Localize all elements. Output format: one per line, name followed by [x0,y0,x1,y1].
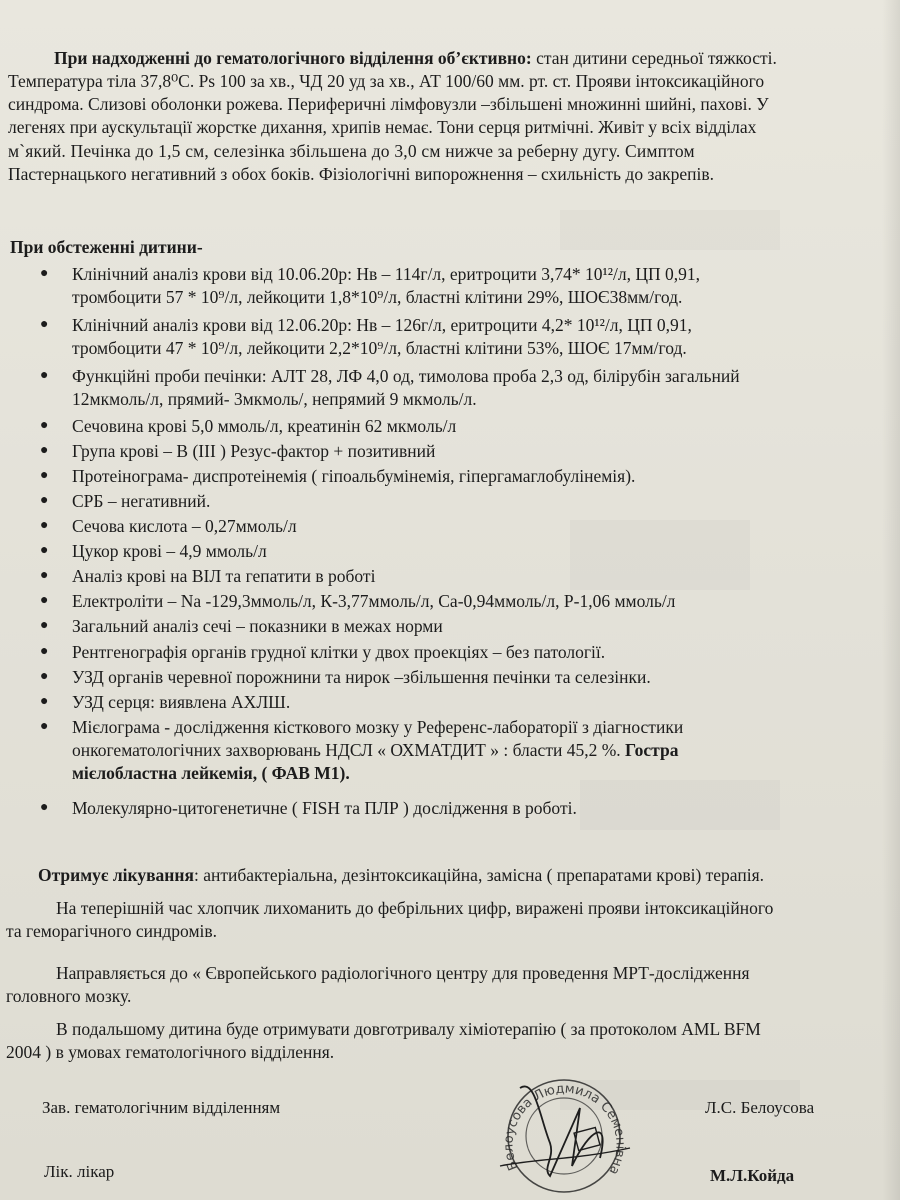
stamp-icon [480,1048,650,1200]
admission-line-6: Пастернацького негативний з обох боків. Фізіологічні випорожнення – схильність до закрепів. [8,164,715,184]
exam-line: Загальний аналіз сечі – показники в межах норми [72,616,443,636]
bullet-icon: ● [40,719,49,734]
treatment-p1b: та геморагічного синдромів. [6,921,218,941]
bullet-icon: ● [40,568,49,583]
exam-line: Сечова кислота – 0,27ммоль/л [72,516,297,536]
admission-lead: При надходженні до гематологічного відділення об’єктивно: [54,48,532,68]
doctor-label: Лік. лікар [44,1162,115,1181]
bullet-icon: ● [40,443,49,458]
bullet-icon: ● [40,694,49,709]
exam-line: Сечовина крові 5,0 ммоль/л, креатинін 62 мкмоль/л [72,416,457,436]
admission-line-5: м`який. Печінка до 1,5 см, селезінка збільшена до 3,0 см нижче за реберну дугу. Симптом [8,141,695,161]
doctor-name: М.Л.Койда [710,1166,795,1185]
exam-line: Рентгенографія органів грудної клітки у двох проекціях – без патології. [72,642,606,662]
admission-line-3: синдрома. Слизові оболонки рожева. Периферичні лімфовузли –збільшені множинні шийні, пахові. У [8,94,769,114]
treatment-line: Отримує лікування: антибактеріальна, дезінтоксикаційна, замісна ( препаратами крові) терапія. [38,865,764,885]
admission-line-2: Температура тіла 37,8⁰С. Ps 100 за хв., ЧД 20 уд за хв., АТ 100/60 мм. рт. ст. Прояви інтоксикаційного [8,71,765,91]
head-of-department-name: Л.С. Белоусова [705,1098,815,1117]
treatment-p3b: 2004 ) в умовах гематологічного відділення. [6,1042,335,1062]
exam-line: Функційні проби печінки: АЛТ 28, ЛФ 4,0 од, тимолова проба 2,3 од, білірубін загальний [72,366,740,386]
exam-line: Група крові – В (ІІІ ) Резус-фактор + позитивний [72,441,436,461]
bullet-icon: ● [40,618,49,633]
bullet-icon: ● [40,800,49,815]
exam-line: Електроліти – Na -129,3ммоль/л, К-3,77ммоль/л, Са-0,94ммоль/л, Р-1,06 ммоль/л [72,591,676,611]
admission-line-1: При надходженні до гематологічного відділення об’єктивно: стан дитини середньої тяжкості. [54,48,777,68]
exam-line: тромбоцити 47 * 10⁹/л, лейкоцити 2,2*10⁹/л, бластні клітини 53%, ШОЄ 17мм/год. [72,338,687,358]
exam-line: Мієлограма - дослідження кісткового мозку у Референс-лабораторії з діагностики [72,717,684,737]
bullet-icon: ● [40,468,49,483]
treatment-p2b: головного мозку. [6,986,132,1006]
exam-line: тромбоцити 57 * 10⁹/л, лейкоцити 1,8*10⁹/л, бластні клітини 29%, ШОЄ38мм/год. [72,287,683,307]
treatment-p2a: Направляється до « Європейського радіологічного центру для проведення МРТ-дослідження [56,963,750,983]
exam-heading: При обстеженні дитини- [10,237,203,257]
treatment-p3a: В подальшому дитина буде отримувати довготривалу хіміотерапію ( за протоколом AML BFM [56,1019,761,1039]
exam-line: 12мкмоль/л, прямий- 3мкмоль/, непрямий 9 мкмоль/л. [72,389,477,409]
exam-line: Клінічний аналіз крови від 10.06.20р: Нв – 114г/л, еритроцити 3,74* 10¹²/л, ЦП 0,91, [72,264,700,284]
exam-line: Клінічний аналіз крови від 12.06.20р: Нв – 126г/л, еритроцити 4,2* 10¹²/л, ЦП 0,91, [72,315,692,335]
exam-line: Цукор крові – 4,9 ммоль/л [72,541,267,561]
bullet-icon: ● [40,317,49,332]
exam-line: Молекулярно-цитогенетичне ( FISH та ПЛР ) дослідження в роботі. [72,798,577,818]
exam-line: УЗД органів черевної порожнини та нирок –збільшення печінки та селезінки. [72,667,651,687]
exam-line: СРБ – негативний. [72,491,211,511]
exam-line: Аналіз крові на ВІЛ та гепатити в роботі [72,566,376,586]
svg-text:Белоусова Людмила Семенівна: Белоусова Людмила Семенівна [501,1081,628,1178]
bullet-icon: ● [40,669,49,684]
exam-line: мієлобластна лейкемія, ( ФАВ М1). [72,763,350,783]
head-of-department-label: Зав. гематологічним відділенням [42,1098,281,1117]
admission-line-4: легенях при аускультації жорстке дихання, хрипів немає. Тони серця ритмічні. Живіт у всіх відділах [8,117,757,137]
bullet-icon: ● [40,644,49,659]
exam-line: УЗД серця: виявлена АХЛШ. [72,692,291,712]
bullet-icon: ● [40,518,49,533]
exam-line: Протеінограма- диспротеінемія ( гіпоальбумінемія, гіпергамаглобулінемія). [72,466,636,486]
bullet-icon: ● [40,593,49,608]
exam-line: онкогематологічних захворювань НДСЛ « ОХМАТДИТ » : бласти 45,2 %. Гостра [72,740,679,760]
treatment-p1a: На теперішній час хлопчик лихоманить до фебрільних цифр, виражені прояви інтоксикаційного [56,898,774,918]
bullet-icon: ● [40,266,49,281]
bullet-icon: ● [40,543,49,558]
bullet-icon: ● [40,368,49,383]
bullet-icon: ● [40,418,49,433]
bullet-icon: ● [40,493,49,508]
